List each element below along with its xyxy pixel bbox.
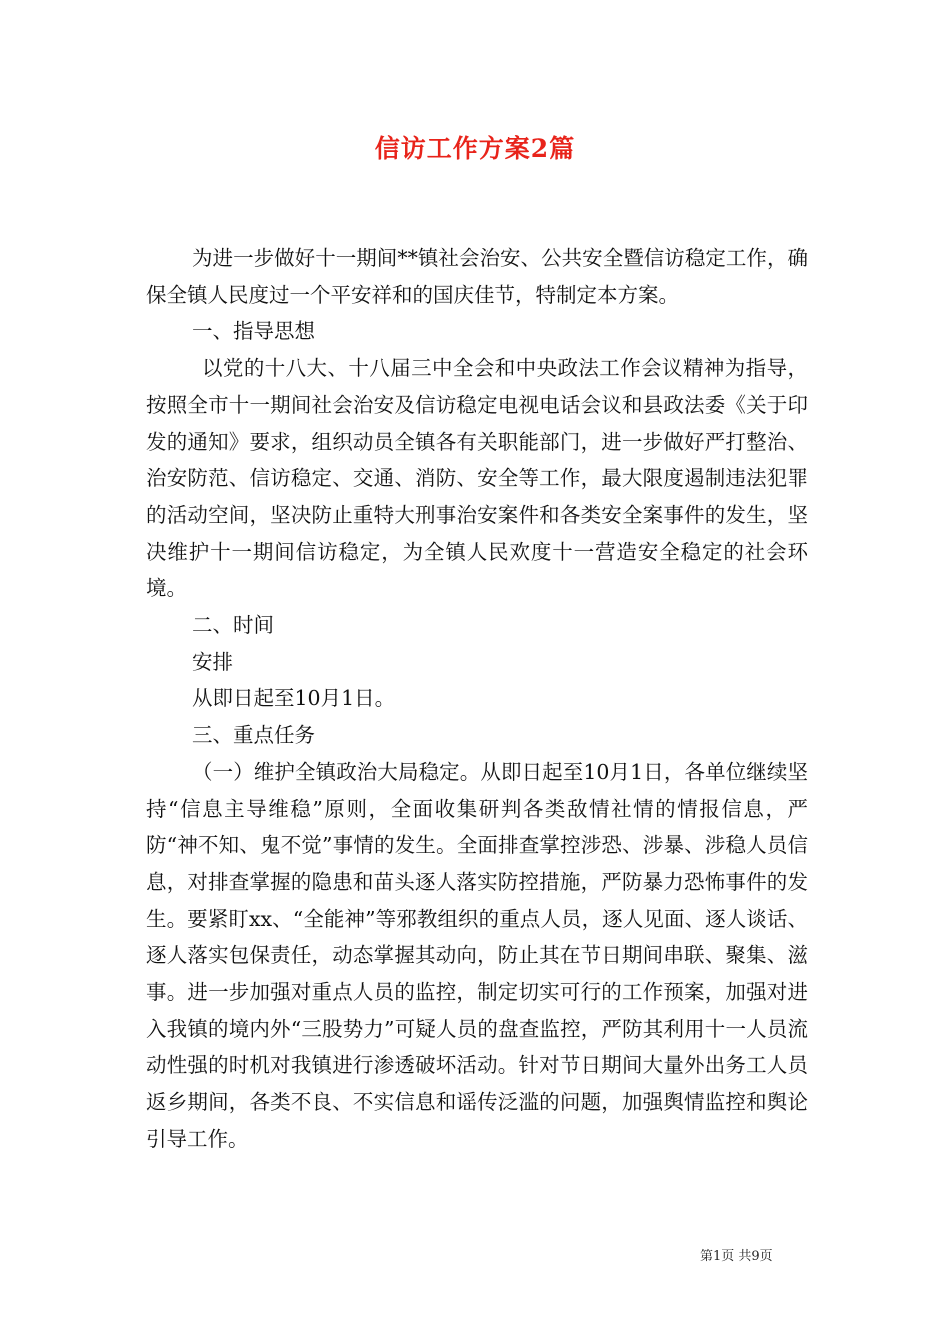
intro-paragraph: 为进一步做好十一期间**镇社会治安、公共安全暨信访稳定工作，确保全镇人民度过一个平安祥和的国庆佳节，特制定本方案。 (146, 246, 808, 307)
guiding-ideology-paragraph: 以党的十八大、十八届三中全会和中央政法工作会议精神为指导，按照全市十一期间社会治安及信访稳定电视电话会议和县政法委《关于印发的通知》要求，组织动员全镇各有关职能部门，进一步做好严打整治、治安防范、信访稳定、交通、消防、安全等工作，最大限度遏制违法犯罪的活动空间，坚决防止重特大刑事治安案件和各类安全案事件的发生，坚决维护十一期间信访稳定，为全镇人民欢度十一营造安全稳定的社会环境。 (146, 356, 808, 601)
time-range-paragraph: 从即日起至10月1日。 (192, 686, 396, 711)
section-heading-guiding-ideology: 一、指导思想 (192, 319, 315, 344)
page-number-footer: 第1页 共9页 (700, 1249, 773, 1264)
section-heading-key-tasks: 三、重点任务 (192, 723, 315, 748)
section-heading-time: 二、时间 (192, 613, 274, 638)
time-arrangement-label: 安排 (192, 649, 233, 674)
document-body (146, 240, 808, 1158)
key-task-paragraph-1: （一）维护全镇政治大局稳定。从即日起至10月1日，各单位继续坚持“信息主导维稳”原则，全面收集研判各类敌情社情的情报信息，严防“神不知、鬼不觉”事情的发生。全面排查掌控涉恐、涉暴、涉稳人员信息，对排查掌握的隐患和苗头逐人落实防控措施，严防暴力恐怖事件的发生。要紧盯xx、“全能神”等邪教组织的重点人员，逐人见面、逐人谈话、逐人落实包保责任，动态掌握其动向，防止其在节日期间串联、聚集、滋事。进一步加强对重点人员的监控，制定切实可行的工作预案，加强对进入我镇的境内外“三股势力”可疑人员的盘查监控，严防其利用十一人员流动性强的时机对我镇进行渗透破坏活动。针对节日期间大量外出务工人员返乡期间，各类不良、不实信息和谣传泛滥的问题，加强舆情监控和舆论引导工作。 (146, 759, 808, 1151)
document-title: 信访工作方案2篇 (374, 134, 576, 163)
